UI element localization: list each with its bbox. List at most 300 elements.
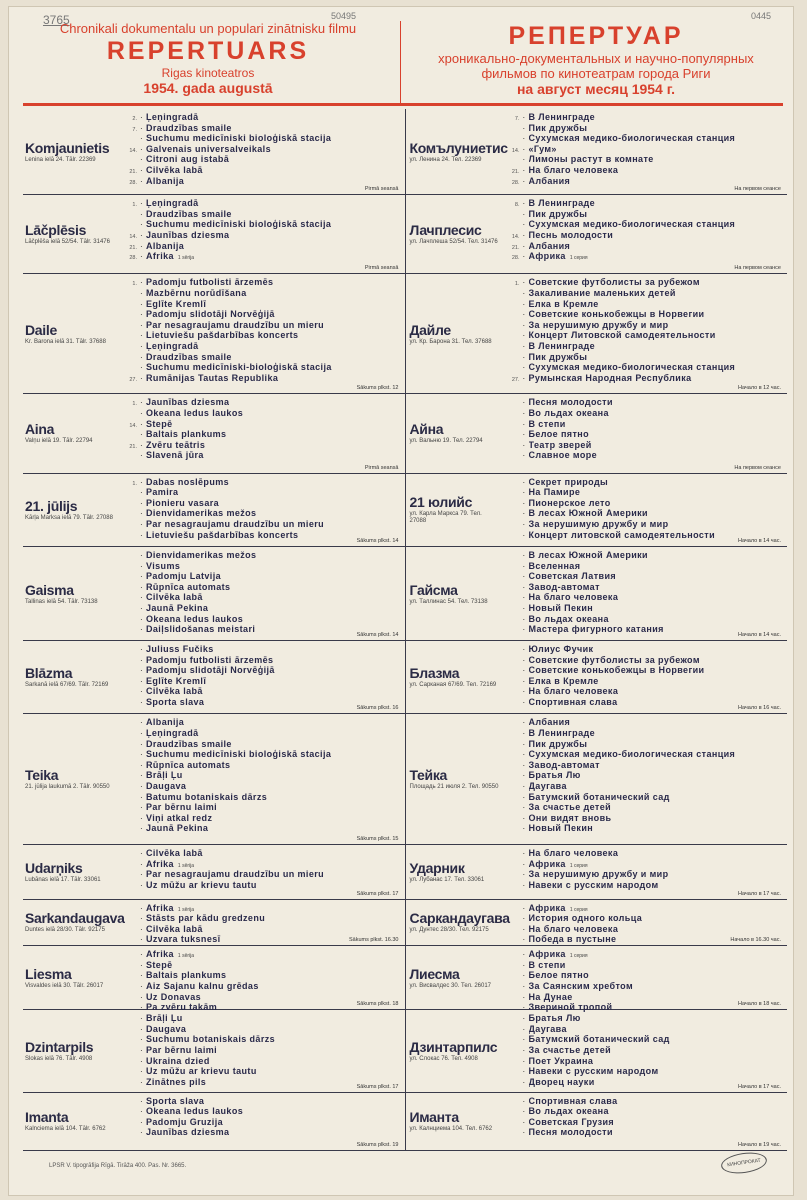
film-item (500, 362, 788, 373)
film-title: Brāļi Ļu (146, 770, 183, 781)
film-title: Секрет природы (528, 476, 609, 487)
bullet-icon: · (140, 331, 143, 341)
bullet-icon: · (522, 509, 526, 519)
film-title: Padomju slidotāji Norvēģijā (146, 665, 275, 676)
film-item (500, 728, 788, 739)
bullet-icon: · (522, 655, 526, 665)
cinema-info (406, 1093, 500, 1150)
bullet-icon: · (140, 645, 143, 655)
film-title: Лимоны растут в комнате (528, 154, 654, 165)
cinema-row (23, 641, 787, 714)
film-date: 28. (129, 255, 137, 262)
bullet-icon: · (140, 520, 143, 529)
bullet-icon: · (140, 582, 143, 592)
film-date: 27. (511, 376, 520, 383)
cinema-row (23, 714, 787, 845)
film-title: Пик дружбы (528, 738, 588, 749)
film-title: Padomju Latvija (146, 571, 222, 582)
bullet-icon: · (522, 498, 526, 508)
film-title: Концерт литовской самодеятельности (528, 529, 716, 540)
film-list (500, 394, 788, 472)
bullet-icon: · (522, 1035, 526, 1045)
film-title: Sporta slava (146, 1095, 205, 1106)
showtime-note: Sākums plkst. 12 (356, 385, 399, 392)
film-title: Дворец науки (528, 1076, 595, 1087)
film-title: Draudzības smaile (146, 351, 232, 362)
film-title: На Памире (528, 487, 581, 498)
cinema-info (406, 274, 500, 393)
cinema-name: Комълуниетис (409, 139, 508, 156)
film-list (500, 195, 788, 273)
film-item (500, 176, 788, 187)
bullet-icon: · (522, 880, 526, 890)
film-item (500, 373, 788, 384)
film-title: Visums (146, 560, 181, 571)
film-title: Албания (528, 240, 571, 251)
film-date: 21. (129, 244, 137, 251)
bullet-icon: · (140, 572, 143, 582)
header-divider (400, 21, 401, 103)
film-item (500, 1117, 788, 1128)
bullet-icon: · (522, 1003, 526, 1013)
cinema-name: Dzintarpils (25, 1038, 94, 1055)
film-item (117, 749, 405, 760)
film-title: Lietuviešu pašdarbības koncerts (146, 529, 299, 540)
cinema-block-lv (23, 714, 405, 844)
bullet-icon: · (522, 165, 526, 175)
showtime-note: Начало в 17 час. (738, 890, 781, 897)
film-item (117, 519, 405, 530)
film-item (117, 582, 405, 593)
bullet-icon: · (140, 230, 143, 240)
film-item (117, 440, 405, 451)
film-item (500, 299, 788, 310)
film-item (500, 739, 788, 750)
cinema-info (23, 946, 117, 1009)
bullet-icon: · (140, 363, 143, 373)
film-title: Jaunības dziesma (146, 397, 230, 408)
bullet-icon: · (522, 1077, 526, 1087)
bullet-icon: · (140, 155, 143, 165)
film-item (117, 717, 405, 728)
bullet-icon: · (522, 614, 526, 624)
bullet-icon: · (522, 1046, 526, 1056)
bullet-icon: · (522, 625, 526, 635)
film-title: Baltais plankums (146, 429, 227, 440)
film-title: Rūpnīca automats (146, 759, 231, 770)
film-item (117, 112, 405, 123)
bullet-icon: · (140, 729, 143, 738)
film-item (117, 571, 405, 582)
film-title: Спортивная слава (528, 697, 618, 708)
film-item (500, 450, 788, 461)
film-date: 7. (514, 116, 520, 122)
bullet-icon: · (140, 398, 143, 408)
cinema-address: Sarkanā ielā 67/69. Tālr. 72169 (25, 682, 109, 689)
cinema-name: 21. jūlijs (25, 497, 78, 514)
film-item (500, 519, 788, 530)
film-list (117, 474, 405, 546)
cinema-block-ru (405, 274, 788, 393)
film-item (117, 1066, 405, 1077)
bullet-icon: · (140, 924, 143, 934)
cinema-block-lv (23, 547, 405, 640)
cinema-name: Lāčplēsis (25, 222, 87, 239)
bullet-icon: · (140, 488, 143, 498)
film-date: 28. (511, 179, 520, 186)
film-title: Африка (528, 902, 566, 913)
bullet-icon: · (140, 914, 143, 924)
film-item (500, 823, 788, 834)
film-title: Елка в Кремле (528, 675, 599, 686)
film-item (117, 1056, 405, 1067)
film-date: 21. (511, 244, 520, 251)
showtime-note: Начало в 16.30 час. (730, 937, 781, 944)
film-title: Okeana ledus laukos (146, 613, 244, 624)
bullet-icon: · (140, 1035, 143, 1045)
bullet-icon: · (140, 477, 143, 487)
cinema-address: ул. Лачплеша 52/54. Тел. 31476 (409, 239, 498, 246)
film-list (500, 714, 788, 844)
cinema-info (23, 845, 117, 899)
film-item (500, 802, 788, 813)
cinema-address: Slokas ielā 76. Tālr. 4908 (25, 1055, 93, 1062)
film-item (117, 154, 405, 165)
film-title: Slavenā jūra (146, 450, 204, 461)
bullet-icon: · (140, 1096, 143, 1106)
bullet-icon: · (522, 971, 526, 981)
bullet-icon: · (522, 230, 526, 240)
film-title: Африка (528, 858, 566, 869)
bullet-icon: · (522, 914, 526, 924)
film-item (500, 508, 788, 519)
film-item (117, 1127, 405, 1138)
film-item (500, 133, 788, 144)
film-title: Galvenais universalveikals (146, 143, 271, 154)
film-item (500, 219, 788, 230)
bullet-icon: · (522, 408, 526, 418)
film-item (117, 123, 405, 134)
film-title: Советские конькобежцы в Норвегии (528, 309, 705, 320)
bullet-icon: · (522, 760, 526, 770)
bullet-icon: · (522, 220, 526, 230)
film-item (117, 373, 405, 384)
film-title: Jaunā Pekina (146, 823, 209, 834)
film-title: Белое пятно (528, 429, 590, 440)
film-title: Вселенная (528, 560, 581, 571)
bullet-icon: · (140, 1046, 143, 1056)
film-title: Batumu botaniskais dārzs (146, 791, 268, 802)
cinema-block-lv (23, 109, 405, 194)
bullet-icon: · (140, 430, 143, 440)
film-title: Советские футболисты за рубежом (528, 654, 700, 665)
bullet-icon: · (140, 530, 143, 540)
film-title: Okeana ledus laukos (146, 1106, 244, 1117)
bullet-icon: · (140, 593, 143, 603)
cinema-block-lv (23, 1010, 405, 1091)
film-title: Африка (528, 251, 566, 262)
bullet-icon: · (522, 440, 526, 450)
film-list (117, 547, 405, 640)
film-item (500, 112, 788, 123)
cinema-name: Блазма (409, 665, 460, 682)
bullet-icon: · (522, 278, 526, 288)
film-title: Белое пятно (528, 970, 590, 981)
film-item (500, 123, 788, 134)
film-item (117, 397, 405, 408)
showtime-note: Начало в 12 час. (738, 385, 781, 392)
film-item (500, 792, 788, 803)
bullet-icon: · (140, 687, 143, 697)
film-title: На благо человека (528, 164, 619, 175)
film-list (500, 1010, 788, 1091)
bullet-icon: · (522, 363, 526, 373)
film-title: Юлиус Фучик (528, 644, 594, 655)
header-lv-subtitle: Chronikali dokumentalu un populari zinātnisku filmu (59, 21, 357, 36)
bullet-icon: · (140, 771, 143, 781)
cinema-info (23, 1093, 117, 1150)
cinema-address: Kalnciema ielā 104. Tālr. 6762 (25, 1126, 106, 1133)
film-item (117, 352, 405, 363)
bullet-icon: · (522, 252, 526, 262)
bullet-icon: · (140, 113, 143, 122)
film-title: Песня молодости (528, 397, 613, 408)
bullet-icon: · (140, 144, 143, 154)
film-date: 2. (132, 116, 137, 122)
film-list (500, 845, 788, 899)
film-item (117, 676, 405, 687)
film-item (500, 603, 788, 614)
bullet-icon: · (522, 123, 526, 133)
cinema-address: Visvaldes ielā 30. Tālr. 26017 (25, 982, 104, 989)
film-title: Par nesagraujamu draudzību un mieru (146, 319, 325, 330)
bullet-icon: · (522, 1128, 526, 1138)
bullet-icon: · (522, 992, 526, 1002)
film-title: Jaunā Pekina (146, 602, 209, 613)
cinema-address: ул. Таллинас 54. Тел. 73138 (409, 598, 488, 605)
bullet-icon: · (522, 771, 526, 781)
bullet-icon: · (140, 1003, 143, 1013)
film-item (117, 362, 405, 373)
film-item (117, 1034, 405, 1045)
film-item (117, 498, 405, 509)
bullet-icon: · (140, 614, 143, 624)
cinema-row (23, 547, 787, 641)
film-title: Pa zvēru takām (146, 1002, 218, 1013)
film-item (117, 655, 405, 666)
film-title: Uz Donavas (146, 991, 202, 1002)
film-title: Советские конькобежцы в Норвегии (528, 665, 705, 676)
film-title: Румынская Народная Республика (528, 372, 692, 383)
cinema-info (406, 714, 500, 844)
film-item (500, 848, 788, 859)
film-item (500, 655, 788, 666)
bullet-icon: · (140, 310, 143, 320)
film-item (500, 154, 788, 165)
header-lv-date: 1954. gada augustā (143, 80, 273, 96)
film-item (500, 397, 788, 408)
bullet-icon: · (140, 373, 143, 383)
cinema-info (406, 845, 500, 899)
film-item (500, 1045, 788, 1056)
film-item (117, 277, 405, 288)
cinema-block-ru (405, 714, 788, 844)
distribution-seal: КИНОПРОКАТ (720, 1150, 768, 1176)
film-item (500, 1013, 788, 1024)
bullet-icon: · (522, 561, 526, 571)
film-title: Padomju Gruzija (146, 1116, 224, 1127)
film-date: 1. (132, 202, 137, 209)
film-item (500, 582, 788, 593)
cinema-address: Lāčplēša ielā 52/54. Tālr. 31476 (25, 239, 110, 246)
film-item (117, 981, 405, 992)
film-title: Ļeņingradā (146, 341, 199, 352)
cinema-name: Лиесма (409, 965, 460, 982)
cinema-name: Лачплесис (409, 222, 482, 239)
film-title: На благо человека (528, 686, 619, 697)
film-date: 1. (132, 401, 137, 408)
film-item (500, 571, 788, 582)
bullet-icon: · (140, 880, 143, 890)
showtime-note: Начало в 18 час. (738, 1001, 781, 1008)
bullet-icon: · (522, 950, 526, 960)
film-item (500, 760, 788, 771)
bullet-icon: · (522, 935, 526, 945)
bullet-icon: · (140, 1117, 143, 1127)
header-latvian (23, 21, 393, 97)
bullet-icon: · (522, 803, 526, 813)
film-part-note: 1 sērija (177, 906, 195, 913)
film-item (500, 309, 788, 320)
film-title: Padomju futbolisti ārzemēs (146, 277, 274, 288)
film-item (500, 477, 788, 488)
bullet-icon: · (522, 320, 526, 330)
cinema-info (23, 274, 117, 393)
film-title: В Ленинграде (528, 728, 595, 738)
film-title: Ļeņingradā (146, 728, 199, 738)
cinema-info (23, 474, 117, 546)
bullet-icon: · (522, 593, 526, 603)
bullet-icon: · (140, 1107, 143, 1117)
cinema-address: Lubānas ielā 17. Tālr. 33061 (25, 876, 101, 883)
film-item (500, 869, 788, 880)
film-title: Draudzības smaile (146, 122, 232, 133)
film-item (117, 408, 405, 419)
bullet-icon: · (140, 1024, 143, 1034)
film-title: Во льдах океана (528, 1106, 609, 1117)
cinema-block-lv (23, 900, 405, 946)
showtime-note: Начало в 16 час. (738, 705, 781, 712)
film-item (500, 352, 788, 363)
film-title: Советские футболисты за рубежом (528, 277, 700, 288)
film-list (500, 641, 788, 713)
film-title: Lietuviešu pašdarbības koncerts (146, 330, 299, 341)
film-title: Eglīte Kremlī (146, 298, 207, 309)
bullet-icon: · (140, 498, 143, 508)
cinema-address: ул. Калнциема 104. Тел. 6762 (409, 1126, 493, 1133)
film-item (117, 419, 405, 430)
film-title: Пик дружбы (528, 122, 588, 133)
bullet-icon: · (140, 241, 143, 251)
film-title: Daugava (146, 1023, 187, 1034)
film-item (500, 277, 788, 288)
cinema-row (23, 474, 787, 547)
film-title: Спортивная слава (528, 1095, 618, 1106)
cinema-block-ru (405, 109, 788, 194)
film-title: Afrika (146, 902, 174, 913)
film-item (500, 550, 788, 561)
bullet-icon: · (140, 352, 143, 362)
bullet-icon: · (522, 550, 526, 560)
film-item (500, 903, 788, 914)
film-title: Театр зверей (528, 439, 592, 450)
film-date: 14. (511, 233, 520, 240)
film-title: Brāļi Ļu (146, 1013, 183, 1024)
cinema-address: Kārļa Marksa ielā 79. Tālr. 27088 (25, 514, 113, 521)
bullet-icon: · (140, 960, 143, 970)
film-title: Albanija (146, 175, 185, 186)
bullet-icon: · (522, 718, 526, 728)
film-item (117, 320, 405, 331)
film-title: Новый Пекин (528, 823, 594, 834)
film-item (117, 341, 405, 352)
bullet-icon: · (522, 134, 526, 144)
header-lv-title: REPERTUARS (106, 37, 310, 65)
film-list (500, 946, 788, 1013)
film-title: Albanija (146, 240, 185, 251)
film-title: Uz mūžu ar krievu tautu (146, 1066, 257, 1077)
film-title: Пионерское лето (528, 497, 611, 508)
cinema-block-ru (405, 641, 788, 713)
showtime-note: Sākums plkst. 14 (356, 537, 399, 544)
showtime-note: На первом сеансе (734, 265, 781, 272)
bullet-icon: · (140, 603, 143, 613)
film-title: Cilvēka labā (146, 686, 203, 697)
film-date: 28. (511, 255, 520, 262)
film-item (117, 960, 405, 971)
bullet-icon: · (522, 750, 526, 760)
bullet-icon: · (522, 199, 526, 209)
film-title: За нерушимую дружбу и мир (528, 869, 669, 880)
film-item (500, 209, 788, 220)
bullet-icon: · (522, 792, 526, 802)
bullet-icon: · (522, 1056, 526, 1066)
bullet-icon: · (522, 676, 526, 686)
film-item (500, 686, 788, 697)
film-item (500, 813, 788, 824)
film-title: За счастье детей (528, 802, 612, 813)
bullet-icon: · (140, 750, 143, 760)
cinema-block-ru (405, 946, 788, 1013)
film-title: Песня молодости (528, 1127, 613, 1138)
cinema-info (406, 900, 510, 946)
film-title: Завод-автомат (528, 759, 600, 770)
cinema-block-lv (23, 474, 405, 546)
header-ru-date: на август месяц 1954 г. (516, 81, 676, 97)
cinema-name: Teika (25, 767, 59, 784)
film-date: 1. (132, 480, 137, 487)
bullet-icon: · (140, 419, 143, 429)
film-title: В Ленинграде (528, 341, 595, 352)
film-item (117, 241, 405, 252)
cinema-address: ул. Кр. Барона 31. Тел. 37688 (409, 338, 492, 345)
film-part-note: 1 sērija (177, 255, 195, 262)
bullet-icon: · (522, 1067, 526, 1077)
cinema-block-ru (405, 195, 788, 273)
film-item (117, 603, 405, 614)
film-item (500, 561, 788, 572)
bullet-icon: · (522, 698, 526, 708)
